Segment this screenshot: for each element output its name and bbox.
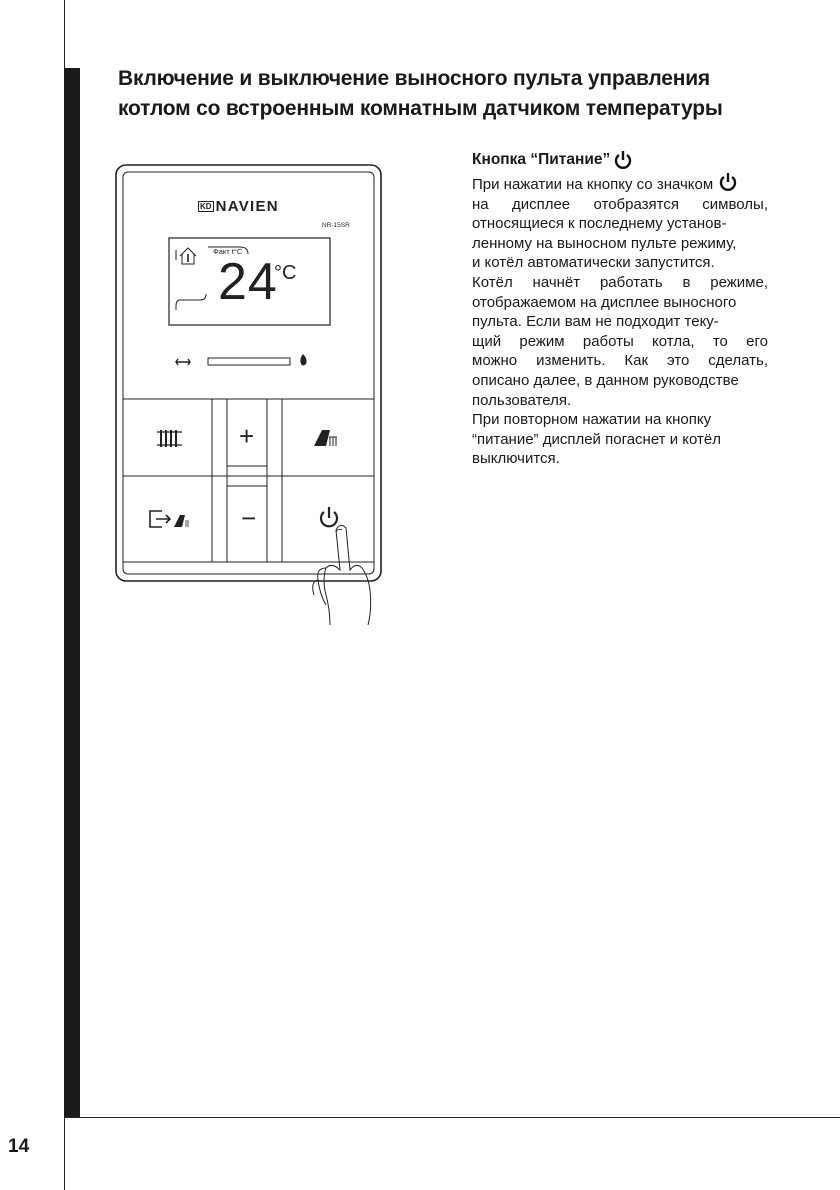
section-side-bar [64, 68, 80, 1118]
minus-button[interactable]: − [241, 503, 257, 533]
section-line-6: Котёл начнёт работать в режиме, [472, 273, 768, 291]
power-button-section [472, 150, 768, 469]
device-brand: KD NAVIEN [200, 198, 279, 215]
exit-mode-icon[interactable] [150, 511, 188, 527]
display-temperature: 24 [218, 253, 278, 311]
home-thermometer-icon [180, 248, 196, 264]
power-icon[interactable] [321, 507, 337, 526]
section-line-12: пользователя. [472, 391, 572, 409]
status-bar [208, 358, 290, 365]
footer-rule [64, 1117, 840, 1118]
section-line-10: можно изменить. Как это сделать, [472, 352, 768, 370]
device-model: NR-15SR [322, 222, 350, 229]
heating-radiator-icon[interactable] [157, 430, 182, 447]
power-icon [717, 172, 739, 192]
section-heading [472, 150, 768, 170]
display-label: Факт t°C [213, 247, 243, 256]
power-icon [613, 150, 633, 170]
title-line-2: котлом со встроенным комнатным датчиком температуры [118, 97, 723, 120]
section-line-8: пульта. Если вам не подходит теку- [472, 313, 719, 331]
section-line-4: ленному на выносном пульте режиму, [472, 234, 737, 252]
pointing-hand-icon [313, 525, 371, 625]
section-line-15: выключится. [472, 450, 560, 468]
section-line-11: описано далее, в данном руководстве [472, 371, 739, 389]
section-line-14: “питание” дисплей погаснет и котёл [472, 430, 721, 448]
section-line-13: При повторном нажатии на кнопку [472, 411, 712, 429]
display-temperature-unit: °C [274, 262, 297, 284]
page-title [118, 64, 818, 124]
title-line-1: Включение и выключение выносного пульта управления [118, 67, 710, 90]
page-number: 14 [8, 1136, 30, 1157]
section-heading-text: Кнопка “Питание” [472, 151, 611, 168]
flame-icon [300, 354, 306, 366]
plus-button[interactable]: + [239, 421, 255, 451]
wrench-icon [176, 359, 190, 365]
section-line-7: отображаемом на дисплее выносного [472, 293, 737, 311]
section-line-1: При нажатии на кнопку со значком [472, 172, 768, 195]
hot-water-tap-icon[interactable] [314, 430, 337, 446]
remote-control-illustration [100, 150, 400, 630]
section-line-9: щий режим работы котла, то его [472, 332, 768, 350]
section-line-2: на дисплее отобразятся символы, [472, 195, 768, 213]
remote-control-drawing [100, 150, 400, 630]
section-line-5: и котёл автоматически запустится. [472, 254, 715, 272]
section-line-3: относящиеся к последнему установ- [472, 215, 727, 233]
